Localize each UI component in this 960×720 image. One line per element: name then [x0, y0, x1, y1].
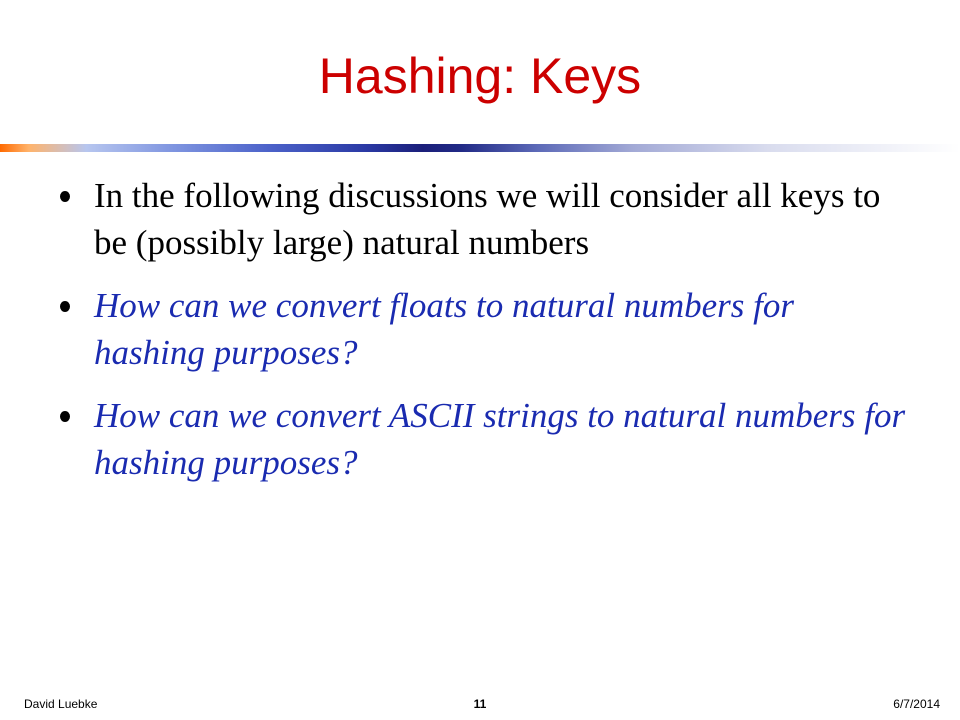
footer-page-number: 11 — [473, 697, 487, 711]
bullet-text: In the following discussions we will consider all keys to be (possibly large) natural numbers — [94, 176, 881, 262]
bullet-list — [56, 172, 906, 486]
bullet-item — [56, 282, 906, 376]
bullet-item — [56, 172, 906, 266]
footer-author: David Luebke — [24, 697, 98, 711]
bullet-dot-icon — [60, 411, 70, 422]
bullet-item — [56, 392, 906, 486]
bullet-text: How can we convert floats to natural numbers for hashing purposes? — [94, 286, 794, 372]
footer-date: 6/7/2014 — [893, 697, 940, 711]
bullet-dot-icon — [60, 301, 70, 312]
slide-title: Hashing: Keys — [318, 48, 642, 104]
bullet-dot-icon — [60, 191, 70, 202]
title-divider — [0, 144, 960, 152]
bullet-text: How can we convert ASCII strings to natural numbers for hashing purposes? — [94, 396, 906, 482]
